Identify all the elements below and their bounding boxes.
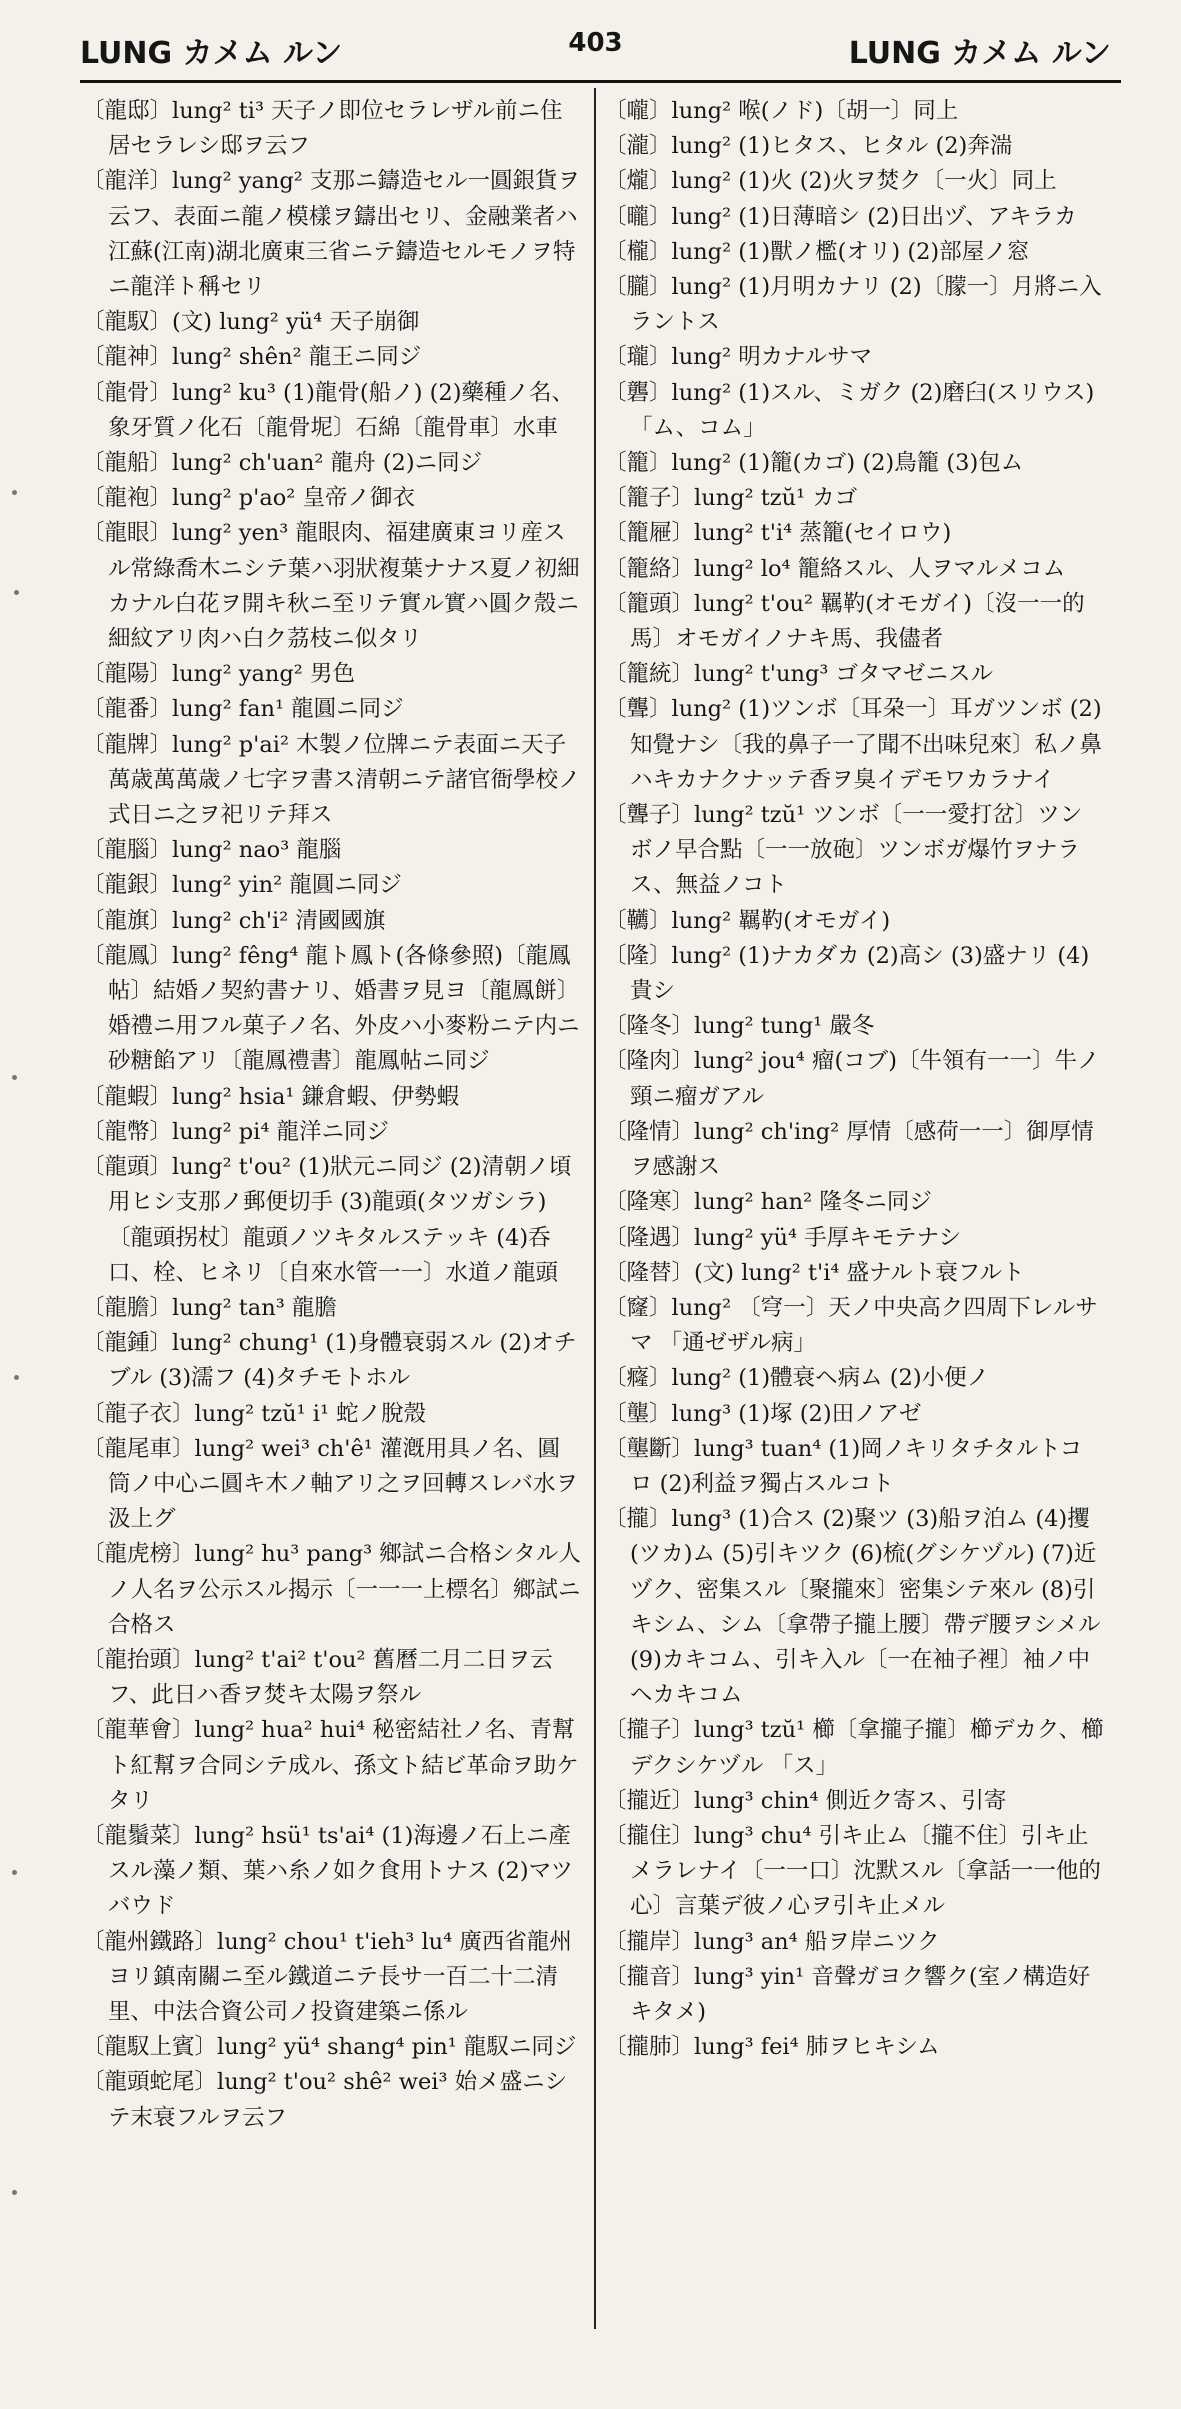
dictionary-entry: 〔隆肉〕lung² jou⁴ 瘤(コブ)〔牛領有一一〕牛ノ頸ニ瘤ガアル bbox=[604, 1048, 1100, 1110]
dictionary-entry: 〔龍膽〕lung² tan³ 龍膽 bbox=[82, 1294, 337, 1321]
dictionary-entry: 〔龍銀〕lung² yin² 龍圓ニ同ジ bbox=[82, 872, 402, 899]
dictionary-entry: 〔龍骨〕lung² ku³ (1)龍骨(船ノ) (2)藥種ノ名、象牙質ノ化石〔龍骨坭〕石綿〔龍骨車〕水車 bbox=[82, 379, 575, 441]
dictionary-entry: 〔龍虎榜〕lung² hu³ pang³ 鄉試ニ合格シタル人ノ人名ヲ公示スル揭示〔一一一上標名〕鄉試ニ合格ス bbox=[82, 1541, 581, 1638]
dictionary-entry: 〔龍腦〕lung² nao³ 龍腦 bbox=[82, 837, 342, 864]
scan-speck bbox=[12, 1075, 17, 1080]
dictionary-entry: 〔隆寒〕lung² han² 隆冬ニ同ジ bbox=[604, 1189, 932, 1216]
dictionary-entry: 〔龍旗〕lung² ch'i² 清國國旗 bbox=[82, 907, 386, 934]
dictionary-entry: 〔聾〕lung² (1)ツンボ〔耳朶一〕耳ガツンボ (2)知覺ナシ〔我的鼻子一了聞不出味兒來〕私ノ鼻ハキカナクナッテ香ヲ臭イデモワカラナイ bbox=[604, 696, 1103, 793]
dictionary-entry: 〔籠屜〕lung² t'i⁴ 蒸籠(セイロウ) bbox=[604, 520, 952, 547]
dictionary-entry: 〔籠統〕lung² t'ung³ ゴタマゼニスル bbox=[604, 661, 994, 688]
dictionary-entry: 〔籠頭〕lung² t'ou² 羈靮(オモガイ)〔沒一一的馬〕オモガイノナキ馬、我儘者 bbox=[604, 590, 1085, 653]
right-column bbox=[604, 94, 1104, 2394]
dictionary-entry: 〔龍鳳〕lung² fêng⁴ 龍ト鳳ト(各條參照)〔龍鳳帖〕結婚ノ契約書ナリ、婚書ヲ見ヨ〔龍鳳餅〕婚禮ニ用フル菓子ノ名、外皮ハ小麥粉ニテ内ニ砂糖餡アリ〔龍鳳禮書〕龍鳳帖ニ同ジ bbox=[82, 942, 580, 1075]
dictionary-entry: 〔瓏〕lung² 明カナルサマ bbox=[604, 344, 873, 371]
dictionary-entry: 〔攏音〕lung³ yin¹ 音聲ガヨク響ク(室ノ構造好キタメ) bbox=[604, 1963, 1091, 2025]
dictionary-entry: 〔攏岸〕lung³ an⁴ 船ヲ岸ニツク bbox=[604, 1928, 940, 1955]
header-rule bbox=[80, 80, 1121, 83]
dictionary-entry: 〔龍頭〕lung² t'ou² (1)狀元ニ同ジ (2)清朝ノ頃用ヒシ支那ノ郵便切手 (3)龍頭(タツガシラ)〔龍頭拐杖〕龍頭ノツキタルステッキ (4)呑口、栓、ヒネリ〔自來水管一一〕水道ノ龍頭 bbox=[82, 1154, 572, 1286]
page-number: 403 bbox=[568, 28, 623, 58]
dictionary-entry: 〔隆〕lung² (1)ナカダカ (2)高シ (3)盛ナリ (4)貴シ bbox=[604, 942, 1090, 1005]
dictionary-entry: 〔龍頭蛇尾〕lung² t'ou² shê² wei³ 始メ盛ニシテ末衰フルヲ云フ bbox=[82, 2069, 568, 2131]
dictionary-entry: 〔攏近〕lung³ chin⁴ 側近ク寄ス、引寄 bbox=[604, 1787, 1007, 1814]
dictionary-entry: 〔朧〕lung² (1)月明カナリ (2)〔朦一〕月將ニ入ラントス bbox=[604, 274, 1102, 336]
dictionary-entry: 〔韉〕lung² 羈靮(オモガイ) bbox=[604, 907, 891, 934]
dictionary-entry: 〔龍神〕lung² shên² 龍王ニ同ジ bbox=[82, 344, 422, 371]
dictionary-entry: 〔攏肺〕lung³ fei⁴ 肺ヲヒキシム bbox=[604, 2034, 940, 2061]
scan-speck bbox=[12, 1870, 17, 1875]
dictionary-entry: 〔龍馭上賓〕lung² yü⁴ shang⁴ pin¹ 龍馭ニ同ジ bbox=[82, 2034, 577, 2061]
dictionary-entry: 〔壟斷〕lung³ tuan⁴ (1)岡ノキリタチタルトコロ (2)利益ヲ獨占スルコト bbox=[604, 1435, 1083, 1497]
page-header bbox=[80, 28, 1111, 76]
dictionary-entry: 〔礱〕lung² (1)スル、ミガク (2)磨臼(スリウス) 「ム、コム」 bbox=[604, 379, 1095, 441]
dictionary-entry: 〔龍鍾〕lung² chung¹ (1)身體衰弱スル (2)オチブル (3)濡フ (4)タチモトホル bbox=[82, 1330, 577, 1392]
dictionary-entry: 〔籠絡〕lung² lo⁴ 籠絡スル、人ヲマルメコム bbox=[604, 555, 1066, 582]
dictionary-entry: 〔爖〕lung² (1)火 (2)火ヲ焚ク〔一火〕同上 bbox=[604, 168, 1057, 195]
header-right-guide-word: LUNG カメム ルン bbox=[848, 36, 1111, 71]
dictionary-entry: 〔龍蝦〕lung² hsia¹ 鎌倉蝦、伊勢蝦 bbox=[82, 1083, 460, 1110]
dictionary-entry: 〔攏〕lung³ (1)合ス (2)聚ツ (3)船ヲ泊ム (4)攫(ツカ)ム (5)引キツク (6)梳(グシケヅル) (7)近ヅク、密集スル〔聚攏來〕密集シテ來ル (8)引キシム、シム〔拿帶子攏上腰〕帶デ腰ヲシメル (9)カキコム、引キ入ル〔一在袖子裡〕袖ノ中ヘカキコム bbox=[604, 1506, 1101, 1709]
left-column bbox=[82, 94, 582, 2394]
dictionary-entry: 〔籠子〕lung² tzŭ¹ カゴ bbox=[604, 485, 858, 512]
dictionary-entry: 〔龍子衣〕lung² tzŭ¹ i¹ 蛇ノ脫殼 bbox=[82, 1400, 427, 1427]
dictionary-entry: 〔壟〕lung³ (1)塚 (2)田ノアゼ bbox=[604, 1400, 922, 1427]
dictionary-entry: 〔曨〕lung² (1)日薄暗シ (2)日出ヅ、アキラカ bbox=[604, 203, 1077, 230]
dictionary-entry: 〔聾子〕lung² tzŭ¹ ツンボ〔一一愛打岔〕ツンボノ早合點〔一一放砲〕ツンボガ爆竹ヲナラス、無益ノコト bbox=[604, 802, 1083, 899]
dictionary-entry: 〔龍州鐵路〕lung² chou¹ t'ieh³ lu⁴ 廣西省龍州ヨリ鎮南關ニ至ル鐵道ニテ長サ一百二十二清里、中法合資公司ノ投資建築ニ係ル bbox=[82, 1928, 572, 2025]
dictionary-entry: 〔櫳〕lung² (1)獸ノ檻(オリ) (2)部屋ノ窓 bbox=[604, 238, 1030, 265]
dictionary-entry: 〔龍陽〕lung² yang² 男色 bbox=[82, 661, 355, 688]
dictionary-entry: 〔隆遇〕lung² yü⁴ 手厚キモテナシ bbox=[604, 1224, 962, 1251]
dictionary-entry: 〔窿〕lung² 〔穹一〕天ノ中央高ク四周下レルサマ 「通ゼザル病」 bbox=[604, 1294, 1098, 1357]
dictionary-entry: 〔龍抬頭〕lung² t'ai² t'ou² 舊曆二月二日ヲ云フ、此日ハ香ヲ焚キ太陽ヲ祭ル bbox=[82, 1646, 553, 1709]
dictionary-entry: 〔龍馭〕(文) lung² yü⁴ 天子崩御 bbox=[82, 309, 420, 336]
dictionary-entry: 〔龍番〕lung² fan¹ 龍圓ニ同ジ bbox=[82, 696, 404, 723]
dictionary-entry: 〔瀧〕lung² (1)ヒタス、ヒタル (2)奔湍 bbox=[604, 133, 1013, 160]
dictionary-entry: 〔龍袍〕lung² p'ao² 皇帝ノ御衣 bbox=[82, 485, 415, 512]
header-left-guide-word: LUNG カメム ルン bbox=[80, 36, 343, 71]
dictionary-entry: 〔嚨〕lung² 喉(ノド)〔胡一〕同上 bbox=[604, 98, 959, 124]
dictionary-entry: 〔龍牌〕lung² p'ai² 木製ノ位牌ニテ表面ニ天子萬歳萬萬歳ノ七字ヲ書ス清朝ニテ諸官衙學校ノ式日ニ之ヲ祀リテ拜ス bbox=[82, 731, 581, 829]
column-divider bbox=[594, 88, 596, 2329]
dictionary-entry: 〔隆冬〕lung² tung¹ 嚴冬 bbox=[604, 1013, 875, 1040]
dictionary-entry: 〔隆情〕lung² ch'ing² 厚情〔感荷一一〕御厚情ヲ感謝ス bbox=[604, 1118, 1094, 1181]
dictionary-entry: 〔龍幣〕lung² pi⁴ 龍洋ニ同ジ bbox=[82, 1118, 390, 1145]
dictionary-entry: 〔龍眼〕lung² yen³ 龍眼肉、福建廣東ヨリ産スル常綠喬木ニシテ葉ハ羽狀複葉ナナス夏ノ初細カナル白花ヲ開キ秋ニ至リテ實ル實ハ圓ク殼ニ細紋アリ肉ハ白ク茘枝ニ似タリ bbox=[82, 520, 580, 653]
scan-speck bbox=[14, 590, 19, 595]
dictionary-entry: 〔龍鬚菜〕lung² hsü¹ ts'ai⁴ (1)海邊ノ石上ニ產スル藻ノ類、葉ハ糸ノ如ク食用トナス (2)マツバウド bbox=[82, 1822, 573, 1920]
dictionary-entry: 〔龍華會〕lung² hua² hui⁴ 秘密結社ノ名、青幫ト紅幫ヲ合同シテ成ル、孫文ト結ビ革命ヲ助ケタリ bbox=[82, 1717, 579, 1814]
scan-speck bbox=[12, 2190, 17, 2195]
dictionary-entry: 〔癃〕lung² (1)體衰ヘ病ム (2)小便ノ bbox=[604, 1365, 990, 1392]
scan-speck bbox=[14, 1375, 19, 1380]
dictionary-entry: 〔籠〕lung² (1)籠(カゴ) (2)鳥籠 (3)包ム bbox=[604, 450, 1024, 477]
scan-speck bbox=[12, 490, 17, 495]
dictionary-entry: 〔龍船〕lung² ch'uan² 龍舟 (2)ニ同ジ bbox=[82, 450, 483, 477]
dictionary-entry: 〔攏子〕lung³ tzŭ¹ 櫛〔拿攏子攏〕櫛デカク、櫛デクシケヅル 「ス」 bbox=[604, 1717, 1104, 1779]
dictionary-entry: 〔龍洋〕lung² yang² 支那ニ鑄造セル一圓銀貨ヲ云フ、表面ニ龍ノ模樣ヲ鑄出セリ、金融業者ハ江蘇(江南)湖北廣東三省ニテ鑄造セルモノヲ特ニ龍洋ト稱セリ bbox=[82, 168, 580, 301]
dictionary-entry: 〔隆替〕(文) lung² t'i⁴ 盛ナルト衰フルト bbox=[604, 1259, 1025, 1286]
dictionary-entry: 〔攏住〕lung³ chu⁴ 引キ止ム〔攏不住〕引キ止メラレナイ〔一一口〕沈默スル〔拿話一一他的心〕言葉デ彼ノ心ヲ引キ止メル bbox=[604, 1822, 1101, 1920]
dictionary-entry: 〔龍邸〕lung² ti³ 天子ノ即位セラレザル前ニ住居セラレシ邸ヲ云フ bbox=[82, 98, 563, 160]
dictionary-entry: 〔龍尾車〕lung² wei³ ch'ê¹ 灌漑用具ノ名、圓筒ノ中心ニ圓キ木ノ軸アリ之ヲ回轉スレバ水ヲ汲上グ bbox=[82, 1435, 579, 1533]
